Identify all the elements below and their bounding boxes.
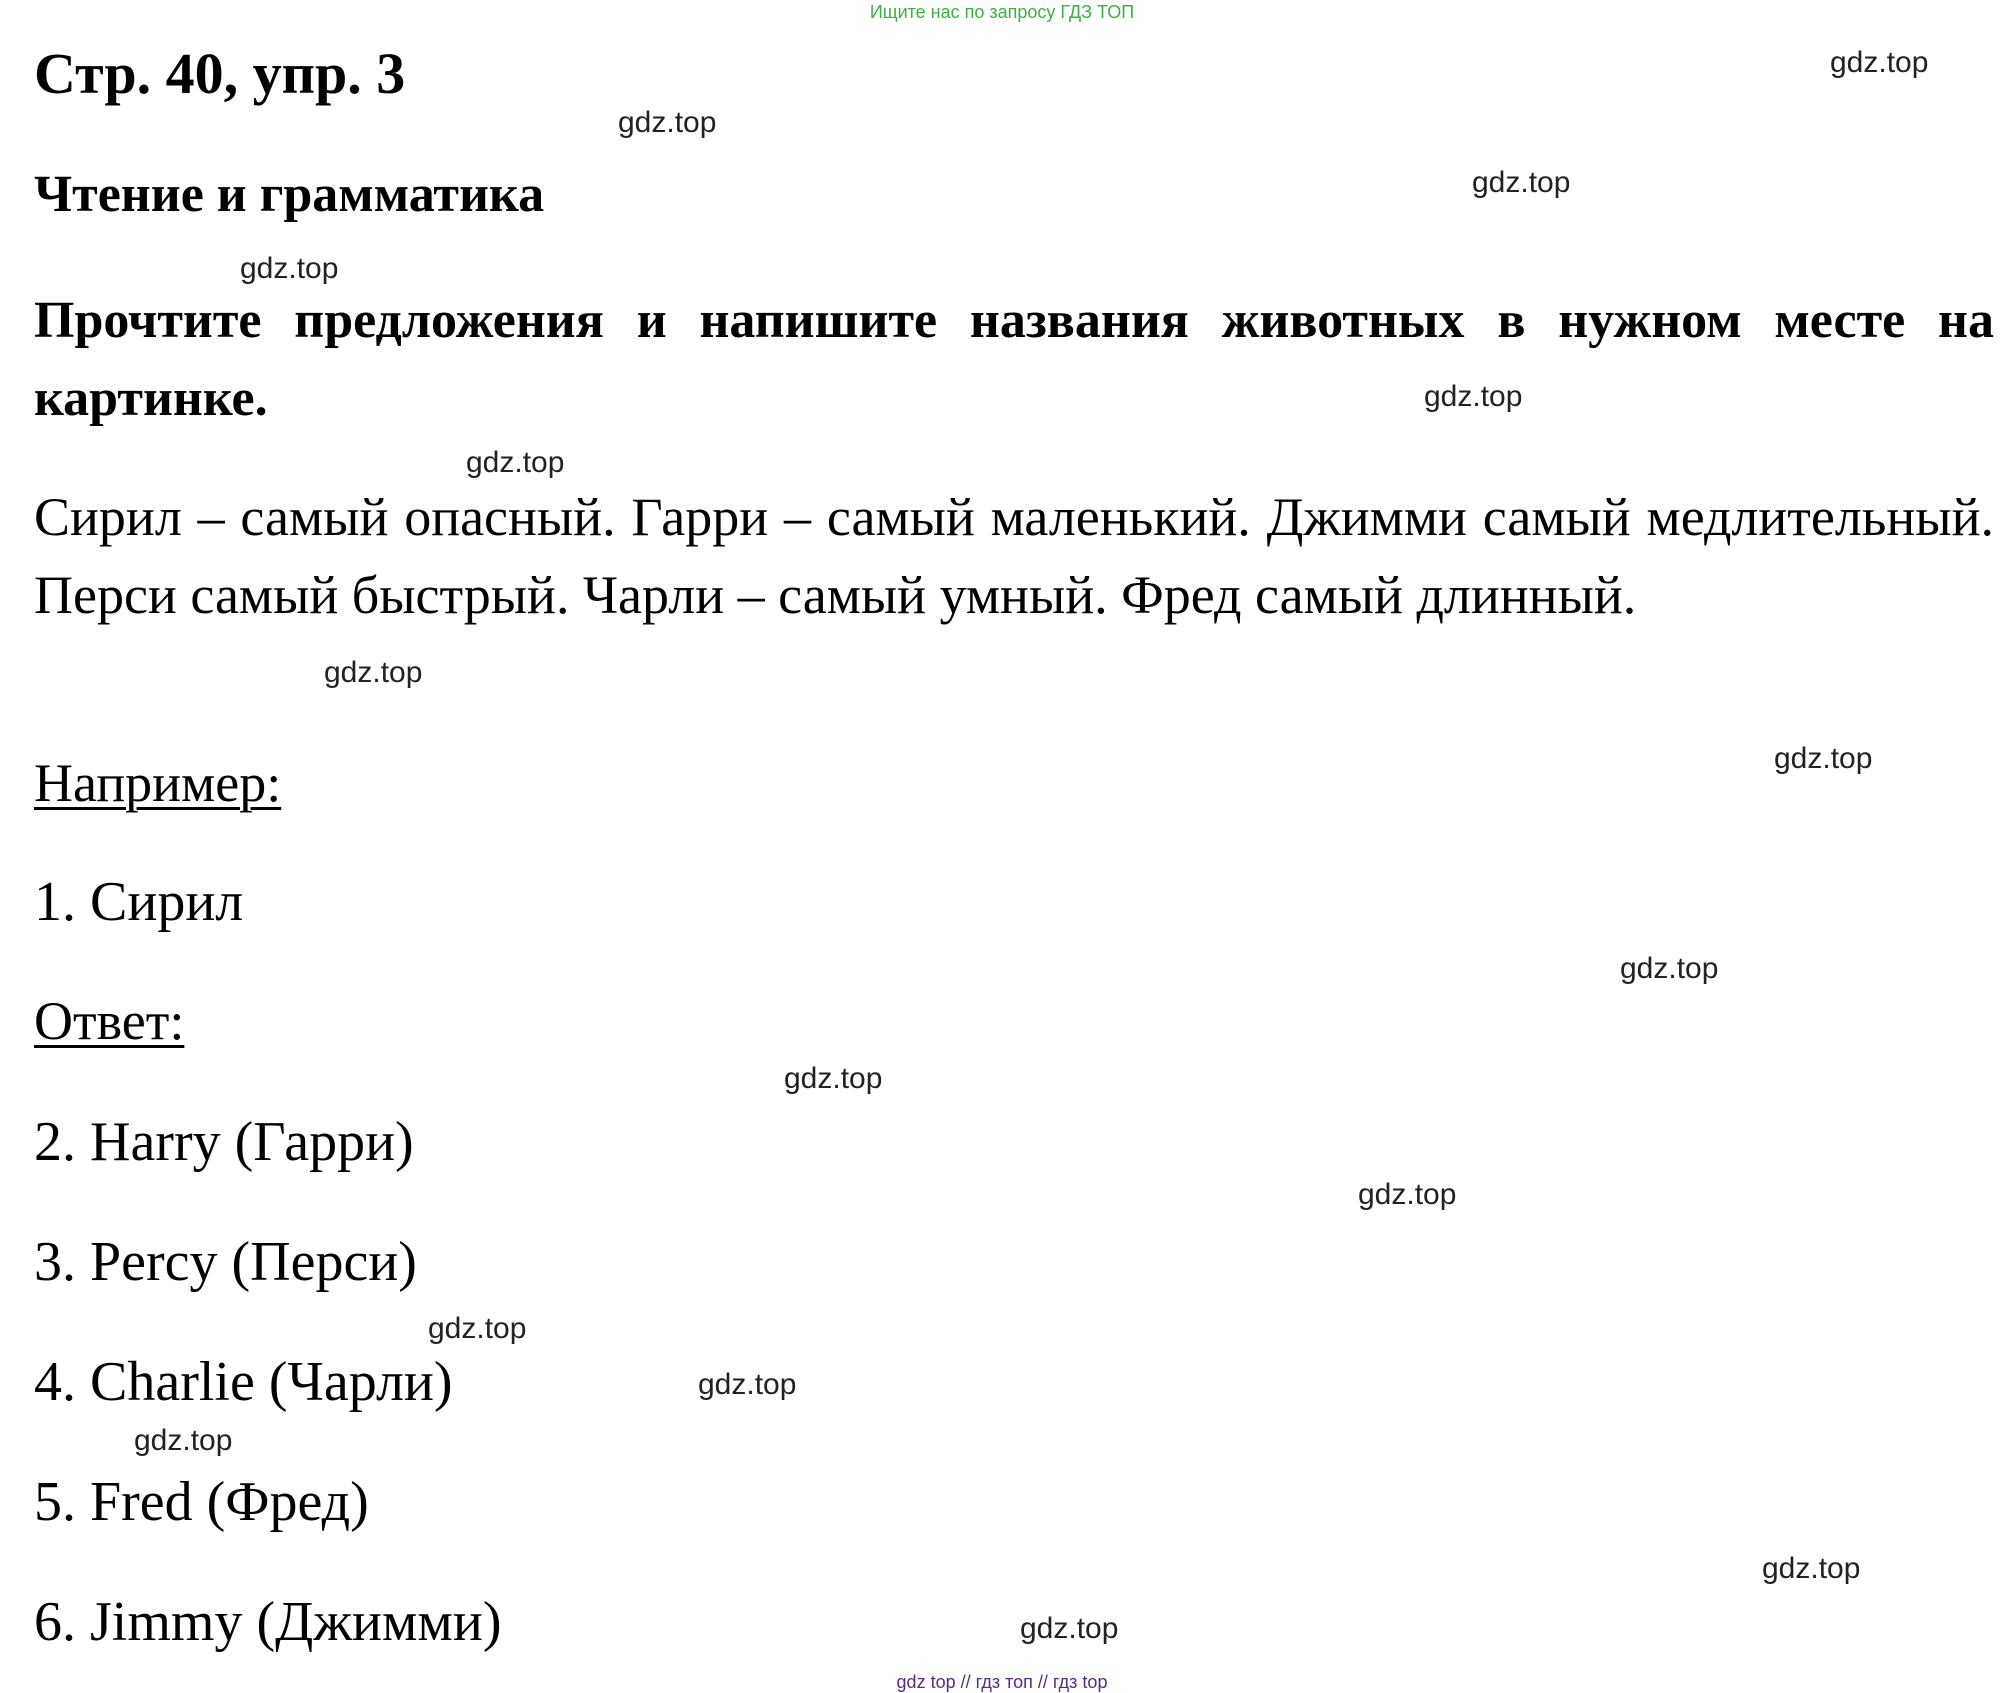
page-title: Стр. 40, упр. 3 xyxy=(34,41,406,106)
answer-item-3: 3. Percy (Перси) xyxy=(34,1231,417,1293)
watermark: gdz.top xyxy=(618,106,717,139)
answer-label: Ответ: xyxy=(34,991,185,1051)
watermark: gdz.top xyxy=(324,656,423,689)
footer-banner: gdz top // гдз топ // гдз top xyxy=(896,1672,1108,1692)
answer-item-5: 5. Fred (Фред) xyxy=(34,1471,369,1533)
watermark: gdz.top xyxy=(1472,166,1571,199)
task-text: Сирил – самый опасный. Гарри – самый маленький. Джимми самый медлительный. Перси самый быстрый. Чарли – самый умный. Фред самый длинный. xyxy=(34,487,1994,625)
example-item: 1. Сирил xyxy=(34,871,244,933)
section-title: Чтение и грамматика xyxy=(34,166,545,223)
top-banner: Ищите нас по запросу ГДЗ ТОП xyxy=(869,2,1135,22)
answer-item-2: 2. Harry (Гарри) xyxy=(34,1111,414,1173)
watermark: gdz.top xyxy=(1620,952,1719,985)
watermark: gdz.top xyxy=(698,1368,797,1401)
watermark: gdz.top xyxy=(134,1424,233,1457)
watermark: gdz.top xyxy=(466,446,565,479)
watermark: gdz.top xyxy=(1358,1178,1457,1211)
watermark: gdz.top xyxy=(1762,1552,1861,1585)
watermark: gdz.top xyxy=(1424,380,1523,413)
answer-item-6: 6. Jimmy (Джимми) xyxy=(34,1591,502,1653)
answer-item-4: 4. Charlie (Чарли) xyxy=(34,1351,453,1413)
watermark: gdz.top xyxy=(428,1312,527,1345)
example-label: Например: xyxy=(34,753,282,813)
watermark: gdz.top xyxy=(784,1062,883,1095)
task-instruction: Прочтите предложения и напишите названия животных в нужном месте на картинке. xyxy=(34,292,1994,427)
watermark: gdz.top xyxy=(240,252,339,285)
watermark: gdz.top xyxy=(1020,1612,1119,1645)
watermark: gdz.top xyxy=(1830,46,1929,79)
watermark: gdz.top xyxy=(1774,742,1873,775)
